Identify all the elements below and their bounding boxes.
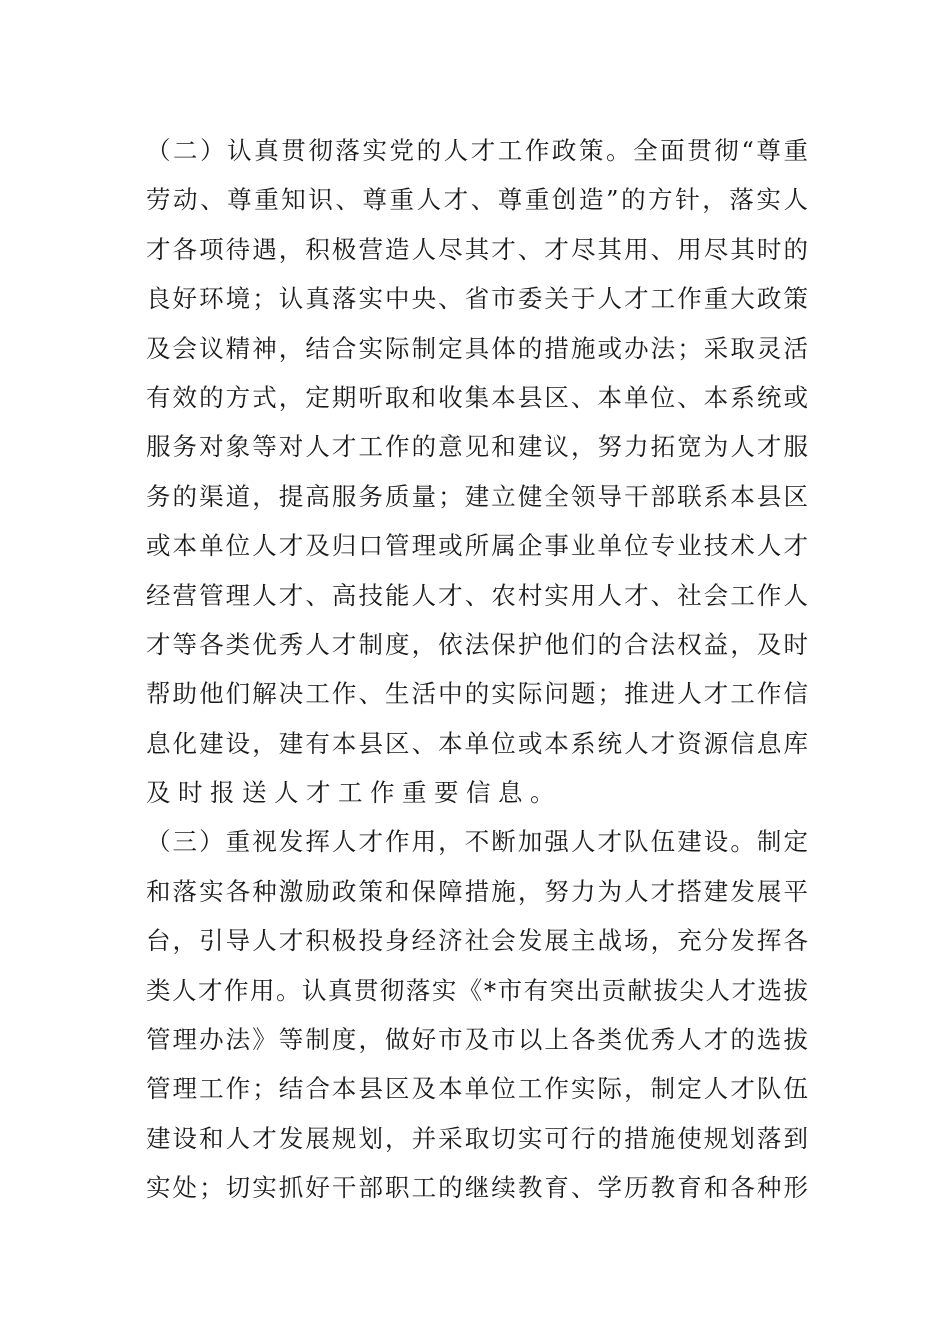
text-line: 经营管理人才、高技能人才、农村实用人才、社会工作人	[146, 580, 808, 610]
text-line: 有效的方式，定期听取和收集本县区、本单位、本系统或	[146, 382, 808, 412]
text-line: 及会议精神，结合实际制定具体的措施或办法；采取灵活	[146, 333, 808, 363]
body-text	[146, 126, 808, 1213]
text-line: 才等各类优秀人才制度，依法保护他们的合法权益，及时	[146, 629, 808, 659]
paragraph-end-line: 及时报送人才工作重要信息。	[146, 778, 562, 808]
text-line: 务的渠道，提高服务质量；建立健全领导干部联系本县区	[146, 481, 808, 511]
text-line: （二）认真贯彻落实党的人才工作政策。全面贯彻“尊重	[146, 136, 808, 165]
text-line: 服务对象等对人才工作的意见和建议，努力拓宽为人才服	[146, 432, 808, 462]
text-line: 或本单位人才及归口管理或所属企事业单位专业技术人才	[146, 531, 808, 561]
text-line: 台，引导人才积极投身经济社会发展主战场，充分发挥各	[146, 926, 808, 956]
text-line: 良好环境；认真落实中央、省市委关于人才工作重大政策	[146, 284, 808, 314]
text-line: （三）重视发挥人才作用，不断加强人才队伍建设。制定	[146, 827, 808, 857]
text-line: 类人才作用。认真贯彻落实《*市有突出贡献拔尖人才选拔	[146, 975, 808, 1005]
text-line: 帮助他们解决工作、生活中的实际问题；推进人才工作信	[146, 679, 808, 709]
text-line: 管理办法》等制度，做好市及市以上各类优秀人才的选拔	[146, 1025, 808, 1055]
text-line: 息化建设，建有本县区、本单位或本系统人才资源信息库	[146, 728, 808, 758]
text-line: 劳动、尊重知识、尊重人才、尊重创造”的方针，落实人	[146, 185, 808, 215]
text-line: 实处；切实抓好干部职工的继续教育、学历教育和各种形	[146, 1173, 808, 1203]
text-line: 管理工作；结合本县区及本单位工作实际，制定人才队伍	[146, 1074, 808, 1104]
text-line: 和落实各种激励政策和保障措施，努力为人才搭建发展平	[146, 876, 808, 906]
text-line: 建设和人才发展规划，并采取切实可行的措施使规划落到	[146, 1123, 808, 1153]
text-line: 才各项待遇，积极营造人尽其才、才尽其用、用尽其时的	[146, 234, 808, 264]
